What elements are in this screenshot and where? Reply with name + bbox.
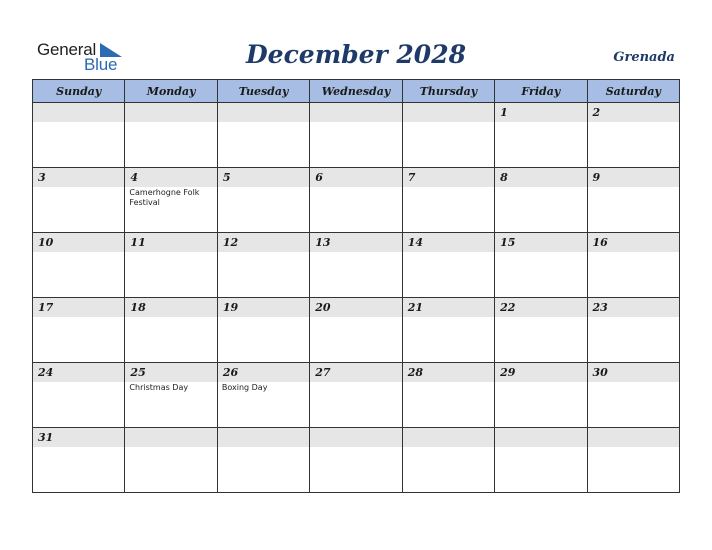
day-number: 7	[403, 168, 494, 187]
holiday-label	[310, 382, 401, 383]
day-cell	[33, 363, 125, 428]
day-number	[125, 103, 216, 122]
day-cell	[217, 233, 309, 298]
day-cell	[125, 428, 217, 493]
holiday-label	[588, 122, 679, 123]
day-cell	[310, 233, 402, 298]
day-cell	[33, 103, 125, 168]
day-cell	[33, 428, 125, 493]
week-row	[33, 103, 680, 168]
week-row	[33, 298, 680, 363]
holiday-label	[218, 447, 309, 448]
holiday-label	[33, 447, 124, 448]
day-cell	[495, 103, 587, 168]
day-cell	[402, 233, 494, 298]
day-cell	[402, 103, 494, 168]
day-cell	[587, 363, 679, 428]
day-number	[310, 428, 401, 447]
day-number: 6	[310, 168, 401, 187]
day-number: 24	[33, 363, 124, 382]
day-cell	[587, 168, 679, 233]
holiday-label: Christmas Day	[129, 383, 189, 392]
holiday-label	[403, 382, 494, 383]
holiday-label	[125, 317, 216, 318]
day-number	[403, 428, 494, 447]
holiday-label	[495, 187, 586, 188]
day-cell	[33, 233, 125, 298]
day-cell	[125, 103, 217, 168]
holiday-label: Camerhogne Folk Festival	[129, 188, 200, 207]
holiday-label	[403, 122, 494, 123]
holiday-label	[33, 187, 124, 188]
weekday-header: Friday	[495, 80, 587, 103]
day-number: 12	[218, 233, 309, 252]
day-number	[403, 103, 494, 122]
day-number: 19	[218, 298, 309, 317]
day-cell	[33, 168, 125, 233]
weekday-header: Sunday	[33, 80, 125, 103]
day-cell	[217, 428, 309, 493]
holiday-label	[403, 447, 494, 448]
holiday-label	[218, 317, 309, 318]
day-cell	[33, 298, 125, 363]
holiday-label: Boxing Day	[221, 383, 268, 392]
day-cell	[402, 428, 494, 493]
weekday-header: Thursday	[402, 80, 494, 103]
country-name: Grenada	[613, 50, 675, 65]
day-number: 29	[495, 363, 586, 382]
holiday-label	[588, 187, 679, 188]
holiday-label	[125, 122, 216, 123]
month-title: December 2028	[245, 40, 466, 69]
day-number: 14	[403, 233, 494, 252]
day-cell	[125, 298, 217, 363]
holiday-label	[495, 122, 586, 123]
day-number: 4	[125, 168, 216, 187]
day-number: 13	[310, 233, 401, 252]
holiday-label	[310, 447, 401, 448]
holiday-label	[588, 252, 679, 253]
day-number: 3	[33, 168, 124, 187]
day-cell	[310, 103, 402, 168]
holiday-label	[218, 252, 309, 253]
day-number	[218, 103, 309, 122]
day-number: 8	[495, 168, 586, 187]
day-number: 16	[588, 233, 679, 252]
day-cell	[310, 363, 402, 428]
holiday-label	[495, 317, 586, 318]
holiday-label	[33, 382, 124, 383]
holiday-label	[218, 187, 309, 188]
day-cell	[587, 233, 679, 298]
day-cell	[402, 168, 494, 233]
day-number: 15	[495, 233, 586, 252]
day-number: 22	[495, 298, 586, 317]
logo-text-blue: Blue	[84, 55, 118, 74]
day-cell	[587, 103, 679, 168]
calendar-grid	[32, 79, 680, 493]
day-cell	[310, 298, 402, 363]
day-cell	[495, 428, 587, 493]
day-cell	[125, 168, 217, 233]
day-cell	[402, 363, 494, 428]
holiday-label	[218, 122, 309, 123]
day-cell	[310, 428, 402, 493]
holiday-label	[125, 447, 216, 448]
week-row	[33, 428, 680, 493]
day-number: 30	[588, 363, 679, 382]
day-cell	[217, 103, 309, 168]
day-cell	[587, 298, 679, 363]
holiday-label	[495, 447, 586, 448]
day-number: 25	[125, 363, 216, 382]
day-cell	[402, 298, 494, 363]
holiday-label	[310, 252, 401, 253]
day-number	[125, 428, 216, 447]
holiday-label	[33, 122, 124, 123]
weekday-header: Monday	[125, 80, 217, 103]
day-number	[588, 428, 679, 447]
holiday-label	[495, 382, 586, 383]
day-number: 31	[33, 428, 124, 447]
holiday-label	[33, 317, 124, 318]
holiday-label	[310, 122, 401, 123]
holiday-label	[310, 187, 401, 188]
day-number	[495, 428, 586, 447]
logo-text-general: General	[37, 40, 97, 59]
holiday-label	[403, 187, 494, 188]
day-number: 11	[125, 233, 216, 252]
day-number: 21	[403, 298, 494, 317]
week-row	[33, 363, 680, 428]
holiday-label	[495, 252, 586, 253]
day-number: 26	[218, 363, 309, 382]
calendar-body	[33, 103, 680, 493]
day-cell	[587, 428, 679, 493]
day-cell	[495, 168, 587, 233]
day-number	[33, 103, 124, 122]
day-cell	[310, 168, 402, 233]
weekday-header-row	[33, 80, 680, 103]
holiday-label	[125, 252, 216, 253]
holiday-label	[588, 382, 679, 383]
day-number: 23	[588, 298, 679, 317]
day-number: 17	[33, 298, 124, 317]
day-number: 1	[495, 103, 586, 122]
holiday-label	[310, 317, 401, 318]
day-number: 2	[588, 103, 679, 122]
day-cell	[217, 298, 309, 363]
weekday-header: Tuesday	[217, 80, 309, 103]
day-cell	[495, 363, 587, 428]
day-number: 28	[403, 363, 494, 382]
day-number: 18	[125, 298, 216, 317]
day-number: 27	[310, 363, 401, 382]
week-row	[33, 168, 680, 233]
day-cell	[217, 168, 309, 233]
day-cell	[125, 233, 217, 298]
day-cell	[217, 363, 309, 428]
day-number	[218, 428, 309, 447]
weekday-header: Saturday	[587, 80, 679, 103]
day-cell	[125, 363, 217, 428]
day-number: 9	[588, 168, 679, 187]
day-cell	[495, 298, 587, 363]
day-cell	[495, 233, 587, 298]
day-number: 20	[310, 298, 401, 317]
holiday-label	[403, 317, 494, 318]
weekday-header: Wednesday	[310, 80, 402, 103]
day-number: 5	[218, 168, 309, 187]
day-number	[310, 103, 401, 122]
holiday-label	[588, 447, 679, 448]
holiday-label	[403, 252, 494, 253]
week-row	[33, 233, 680, 298]
holiday-label	[33, 252, 124, 253]
holiday-label	[588, 317, 679, 318]
day-number: 10	[33, 233, 124, 252]
